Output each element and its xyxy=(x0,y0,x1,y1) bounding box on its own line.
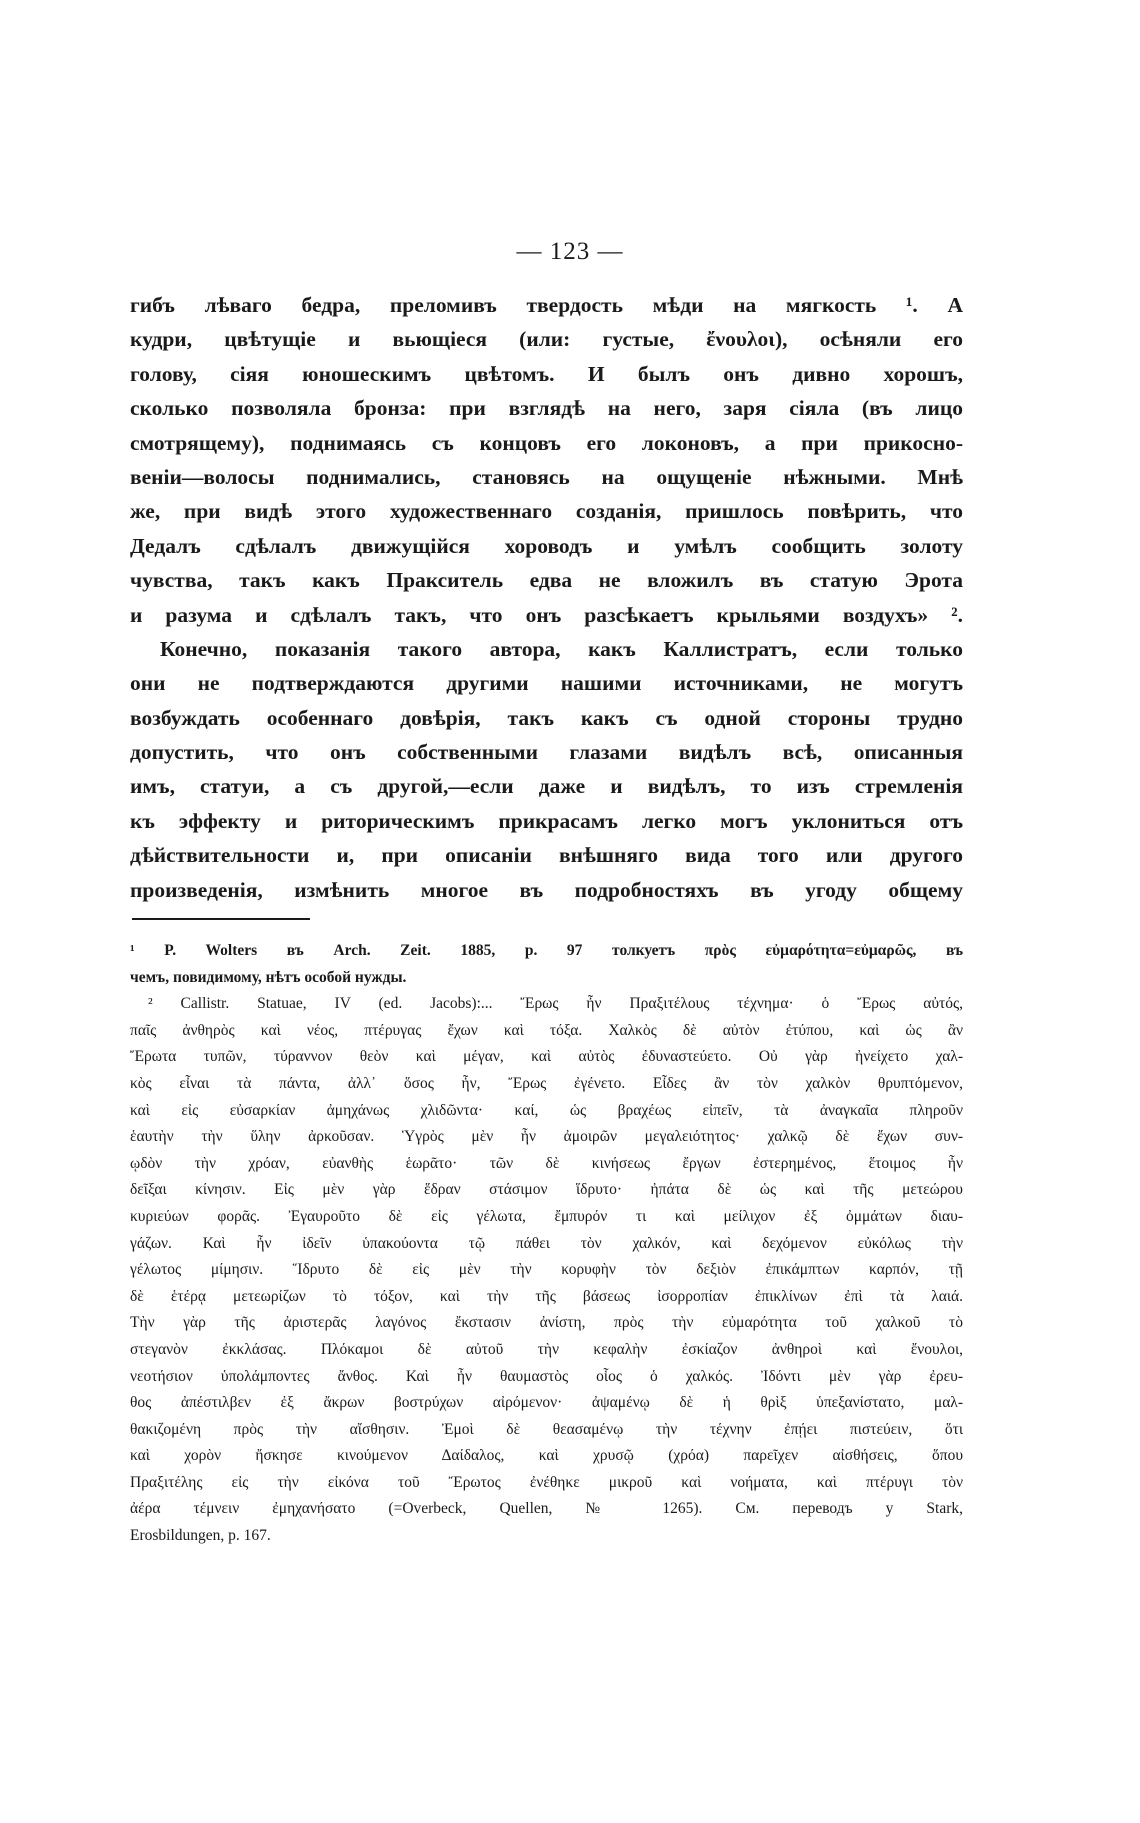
body-line: имъ, статуи, а съ другой,—если даже и видѣлъ, то изъ стремленія xyxy=(130,774,963,799)
footnote-line: δὲ ἑτέρᾳ μετεωρίζων τὸ τόξον, καὶ τὴν τῆς βάσεως ἰσορροπίαν ἐπικλίνων ἐπὶ τὰ λαιά. xyxy=(130,1287,963,1305)
footnote-line: Ἔρωτα τυπῶν, τύραννον θεὸν καὶ μέγαν, καὶ αὐτὸς ἐδυναστεύετο. Οὐ γὰρ ἠνείχετο χαλ- xyxy=(130,1048,963,1066)
footnote-line: θακιζομένη πρὸς τὴν αἴσθησιν. Ἐμοὶ δὲ θεασαμένῳ τὴν τέχνην ἐπῄει πιστεύειν, ὅτι xyxy=(130,1420,963,1438)
footnote-line: στεγανὸν ἐκκλάσας. Πλόκαμοι δὲ αὐτοῦ τὴν κεφαλὴν ἐσκίαζον ἀνθηροὶ καὶ ἔνουλοι, xyxy=(130,1340,963,1358)
footnote-line: ² Callistr. Statuae, IV (ed. Jacobs):... Ἔρως ἦν Πραξιτέλους τέχνημα· ὁ Ἔρως αὐτός, xyxy=(148,995,963,1013)
main-text xyxy=(130,288,963,907)
footnote-line: ἀέρα τέμνειν ἐμηχανήσατο (=Overbeck, Quellen, № 1265). См. переводъ у Stark, xyxy=(130,1500,963,1518)
body-line: дѣйствительности и, при описаніи внѣшняго вида того или другого xyxy=(130,843,963,868)
body-line: и разума и сдѣлалъ такъ, что онъ разсѣкаетъ крыльями воздухъ» ². xyxy=(130,602,963,627)
body-line: голову, сіяя юношескимъ цвѣтомъ. И былъ онъ дивно хорошъ, xyxy=(130,361,963,386)
footnote-line: δεῖξαι κίνησιν. Εἰς μὲν γὰρ ἕδραν στάσιμον ἵδρυτο· ἠπάτα δὲ ὡς καὶ τῆς μετεώρου xyxy=(130,1181,963,1199)
footnote-line: καὶ εἰς εὐσαρκίαν ἀμηχάνως χλιδῶντα· καί, ὡς βραχέως εἰπεῖν, τὰ ἀναγκαῖα πληροῦν xyxy=(130,1101,963,1119)
footnote-line: Erosbildungen, p. 167. xyxy=(130,1527,271,1545)
footnote-line: νεοτήσιον ὑπολάμποντες ἄνθος. Καὶ ἦν θαυμαστὸς οἷος ὁ χαλκός. Ἰδόντι μὲν γὰρ ἐρευ- xyxy=(130,1367,963,1385)
footnote-line: θος ἀπέστιλβεν ἐξ ἄκρων βοστρύχων αἰρόμενον· ἀψαμένῳ δὲ ἡ θρὶξ ὑπεξανίστατο, μαλ- xyxy=(130,1394,963,1412)
body-line: чувства, такъ какъ Пракситель едва не вложилъ въ статую Эрота xyxy=(130,568,963,593)
footnote-line: Τὴν γὰρ τῆς ἀριστερᾶς λαγόνος ἔκστασιν ἀνίστη, πρὸς τὴν εὐμαρότητα τοῦ χαλκοῦ τὸ xyxy=(130,1314,963,1332)
body-line: они не подтверждаются другими нашими источниками, не могутъ xyxy=(130,671,963,696)
footnote-line: κυριεύων φορᾶς. Ἐγαυροῦτο δὲ εἰς γέλωτα, ἔμπυρόν τι καὶ μείλιχον ἐξ ὀμμάτων διαυ- xyxy=(130,1207,963,1225)
body-line: возбуждать особеннаго довѣрія, такъ какъ съ одной стороны трудно xyxy=(130,705,963,730)
footnote-line: ῳδὸν τὴν χρόαν, εὐανθὴς ἑωρᾶτο· τῶν δὲ κινήσεως ἔργων ἐστερημένος, ἕτοιμος ἦν xyxy=(130,1154,963,1172)
footnotes xyxy=(130,938,963,1550)
footnote-line: καὶ χορὸν ἤσκησε κινούμενον Δαίδαλος, καὶ χρυσῷ (χρόα) παρεῖχεν αἰσθήσεις, ὅπου xyxy=(130,1447,963,1465)
body-line: Дедалъ сдѣлалъ движущійся хороводъ и умѣлъ сообщить золоту xyxy=(130,533,963,558)
body-line: же, при видѣ этого художественнаго созданія, пришлось повѣрить, что xyxy=(130,499,963,524)
footnote-line: γάζων. Καὶ ἦν ἰδεῖν ὑπακούοντα τῷ πάθει τὸν χαλκόν, καὶ δεχόμενον εὐκόλως τὴν xyxy=(130,1234,963,1252)
footnote-line: Πραξιτέλης εἰς τὴν εἰκόνα τοῦ Ἔρωτος ἐνέθηκε μικροῦ καὶ νοήματα, καὶ πτέρυγι τὸν xyxy=(130,1473,963,1491)
footnote-line: чемъ, повидимому, нѣтъ особой нужды. xyxy=(130,968,407,986)
body-line: Конечно, показанія такого автора, какъ Каллистратъ, если только xyxy=(160,636,963,661)
footnote-line: ¹ P. Wolters въ Arch. Zeit. 1885, p. 97 толкуетъ πρὸς εὐμαρότητα=εὐμαρῶς, въ xyxy=(130,942,963,959)
body-line: гибъ лѣваго бедра, преломивъ твердость мѣди на мягкость ¹. А xyxy=(130,293,963,317)
body-line: кудри, цвѣтущіе и вьющіеся (или: густые, ἔνουλοι), осѣняли его xyxy=(130,327,963,352)
footnote-line: γέλωτος μίμησιν. Ἵδρυτο δὲ εἰς μὲν τὴν κορυφὴν τὸν δεξιὸν ἐπικάμπτων καρπόν, τῇ xyxy=(130,1261,963,1279)
body-line: допустить, что онъ собственными глазами видѣлъ всѣ, описанныя xyxy=(130,740,963,765)
footnote-line: ἑαυτὴν τὴν ὕλην ἀρκοῦσαν. Ὑγρὸς μὲν ἦν ἀμοιρῶν μεγαλειότητος· χαλκῷ δὲ ἔχων συν- xyxy=(130,1128,963,1146)
body-line: сколько позволяла бронза: при взглядѣ на него, заря сіяла (въ лицо xyxy=(130,396,963,421)
page-number: — 123 — xyxy=(516,238,624,265)
body-line: произведенія, измѣнить многое въ подробностяхъ въ угоду общему xyxy=(130,877,963,902)
body-line: смотрящему), поднимаясь съ концовъ его локоновъ, а при прикосно- xyxy=(130,430,963,455)
body-line: къ эффекту и риторическимъ прикрасамъ легко могъ уклониться отъ xyxy=(130,808,963,833)
footnote-line: παῖς ἀνθηρὸς καὶ νέος, πτέρυγας ἔχων καὶ τόξα. Χαλκὸς δὲ αὐτὸν ἐτύπου, καὶ ὡς ἂν xyxy=(130,1021,963,1039)
body-line: веніи—волосы поднимались, становясь на ощущеніе нѣжными. Мнѣ xyxy=(130,464,963,489)
footnote-divider xyxy=(132,918,310,920)
footnote-line: κὸς εἶναι τὰ πάντα, ἀλλ᾽ ὅσος ἦν, Ἔρως ἐγένετο. Εἶδες ἂν τὸν χαλκὸν θρυπτόμενον, xyxy=(130,1074,963,1092)
